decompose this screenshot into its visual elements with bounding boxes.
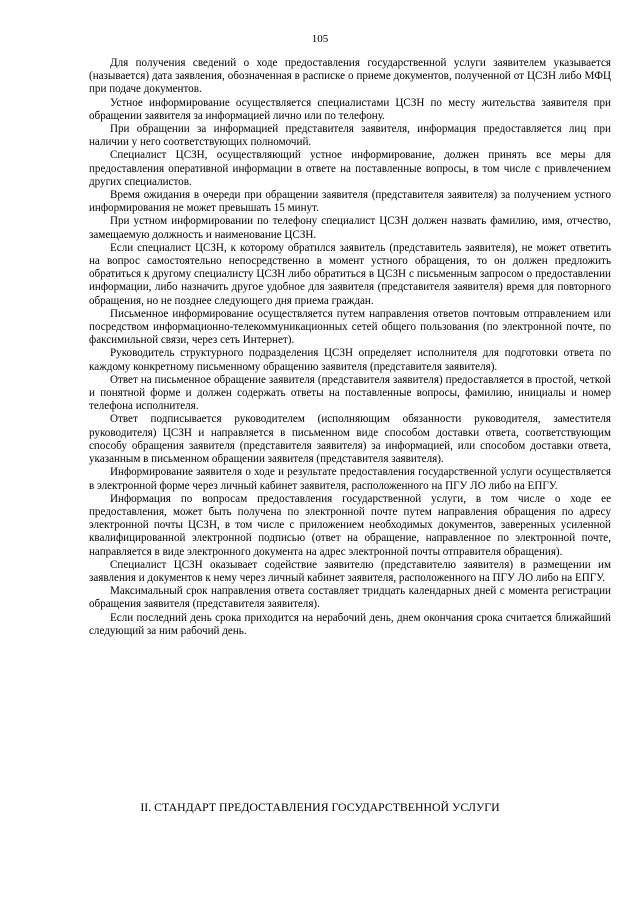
paragraph: Время ожидания в очереди при обращении заявителя (представителя заявителя) за получением устного информирования не может превышать 15 минут. xyxy=(89,189,611,215)
paragraph: Максимальный срок направления ответа составляет тридцать календарных дней с момента регистрации обращения заявителя (представителя заявителя). xyxy=(89,585,611,611)
paragraph: Если последний день срока приходится на нерабочий день, днем окончания срока считается ближайший следующий за ним рабочий день. xyxy=(89,611,611,637)
paragraph: Если специалист ЦСЗН, к которому обратился заявитель (представитель заявителя), не может ответить на вопрос самостоятельно непосредственно в момент устного обращения, то он должен предложить обратиться к другому специалисту ЦСЗН либо обратиться в ЦСЗН с письменным запросом о предоставлении информации, либо назначить другое удобное для заявителя (представителя заявителя) время для повторного обращения, но не позднее следующего дня приема граждан. xyxy=(89,241,611,307)
paragraph: Руководитель структурного подразделения ЦСЗН определяет исполнителя для подготовки ответа по каждому конкретному письменному обращению заявителя (представителя заявителя). xyxy=(89,347,611,373)
paragraph: При устном информировании по телефону специалист ЦСЗН должен назвать фамилию, имя, отчество, замещаемую должность и наименование ЦСЗН. xyxy=(89,215,611,241)
paragraph: Устное информирование осуществляется специалистами ЦСЗН по месту жительства заявителя при обращении заявителя за информацией лично или по телефону. xyxy=(89,96,611,122)
paragraph: При обращении за информацией представителя заявителя, информация предоставляется лиц при наличии у него соответствующих полномочий. xyxy=(89,123,611,149)
paragraph: Ответ на письменное обращение заявителя (представителя заявителя) предоставляется в простой, четкой и понятной форме и должен содержать ответы на поставленные вопросы, фамилию, инициалы и номер телефона исполнителя. xyxy=(89,373,611,413)
page-number: 105 xyxy=(311,33,329,45)
paragraph: Информация по вопросам предоставления государственной услуги, в том числе о ходе ее предоставления, может быть получена по электронной почте путем направления обращения по адресу электронной почты ЦСЗН, в том числе с приложением необходимых документов, заверенных усиленной квалифицированной электронной подписью (ответ на обращение, направленное по электронной почте, направляется в виде электронного документа на адрес электронной почты отправителя обращения). xyxy=(89,492,611,558)
paragraph: Информирование заявителя о ходе и результате предоставления государственной услуги осуществляется в электронной форме через личный кабинет заявителя, расположенного на ПГУ ЛО либо на ЕПГУ. xyxy=(89,466,611,492)
section-heading: II. СТАНДАРТ ПРЕДОСТАВЛЕНИЯ ГОСУДАРСТВЕННОЙ УСЛУГИ xyxy=(140,800,500,814)
paragraph: Для получения сведений о ходе предоставления государственной услуги заявителем указывается (называется) дата заявления, обозначенная в расписке о приеме документов, полученной от ЦСЗН либо МФЦ при подаче документов. xyxy=(89,57,611,96)
paragraph: Специалист ЦСЗН оказывает содействие заявителю (представителю заявителя) в размещении им заявления и документов к нему через личный кабинет заявителя, расположенного на ПГУ ЛО либо на ЕПГУ. xyxy=(89,558,611,584)
paragraph: Специалист ЦСЗН, осуществляющий устное информирование, должен принять все меры для предоставления оперативной информации в ответе на поставленные вопросы, в том числе с привлечением других специалистов. xyxy=(89,149,611,188)
body-text xyxy=(89,57,611,638)
paragraph: Письменное информирование осуществляется путем направления ответов почтовым отправлением или посредством информационно-телекоммуникационных сетей общего пользования (по электронной почте, по факсимильной связи, через сеть Интернет). xyxy=(89,307,611,347)
paragraph: Ответ подписывается руководителем (исполняющим обязанности руководителя, заместителя руководителя) ЦСЗН и направляется в письменном виде способом доставки ответа, соответствующим способу обращения заявителя (представителя заявителя) за информацией, или способом доставки ответа, указанным в письменном обращении заявителя (представителя заявителя). xyxy=(89,413,611,466)
